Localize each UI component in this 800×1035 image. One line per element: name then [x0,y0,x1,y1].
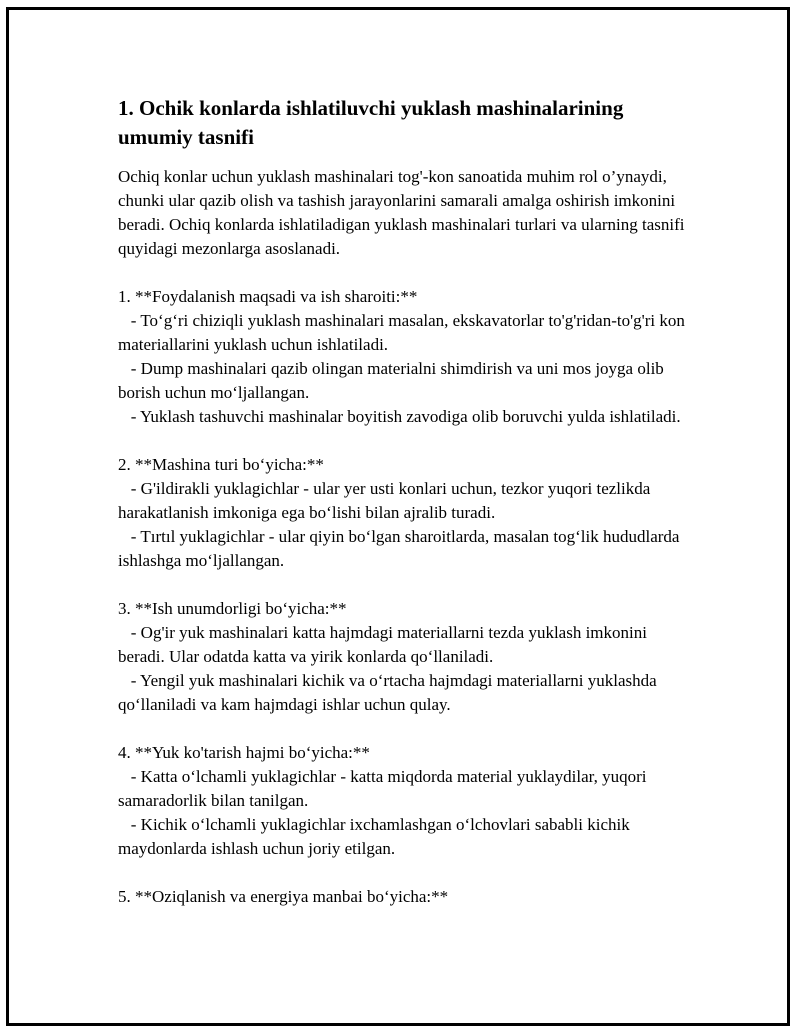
section-3 [118,597,688,717]
list-item-text: To‘g‘ri chiziqli yuklash mashinalari masalan, ekskavatorlar to'g'ridan-to'g'ri kon materiallarini yuklash uchun ishlatiladi. [118,311,685,354]
list-item-text: Og'ir yuk mashinalari katta hajmdagi materiallarni tezda yuklash imkonini beradi. Ular odatda katta va yirik konlarda qo‘llaniladi. [118,623,647,666]
list-item: - Dump mashinalari qazib olingan materialni shimdirish va uni mos joyga olib borish uchun mo‘ljallangan. [118,359,664,402]
section-1 [118,285,688,429]
section-heading: 5. **Oziqlanish va energiya manbai bo‘yicha:** [118,887,449,906]
section-4 [118,741,688,861]
list-item: - To‘g‘ri chiziqli yuklash mashinalari masalan, ekskavatorlar to'g'ridan-to'g'ri kon materiallarini yuklash uchun ishlatiladi. [118,311,685,354]
list-item-text: Yuklash tashuvchi mashinalar boyitish zavodiga olib boruvchi yulda ishlatiladi. [140,407,681,426]
section-2 [118,453,688,573]
list-item-text: G'ildirakli yuklagichlar - ular yer usti konlari uchun, tezkor yuqori tezlikda harakatlanish imkoniga ega bo‘lishi bilan ajralib turadi. [118,479,651,522]
list-item-text: Tırtıl yuklagichlar - ular qiyin bo‘lgan sharoitlarda, masalan tog‘lik hududlarda ishlashga mo‘ljallangan. [118,527,680,570]
list-item: - Yengil yuk mashinalari kichik va o‘rtacha hajmdagi materiallarni yuklashda qo‘llaniladi va kam hajmdagi ishlar uchun qulay. [118,671,657,714]
list-item: - G'ildirakli yuklagichlar - ular yer usti konlari uchun, tezkor yuqori tezlikda harakatlanish imkoniga ega bo‘lishi bilan ajralib turadi. [118,479,651,522]
intro-paragraph: Ochiq konlar uchun yuklash mashinalari tog'-kon sanoatida muhim rol o’ynaydi, chunki ular qazib olish va tashish jarayonlarini samarali amalga oshirish imkonini beradi. Ochiq konlarda ishlatiladigan yuklash mashinalari turlari va ularning tasnifi quyidagi mezonlarga asoslanadi. [118,167,685,258]
section-heading: 2. **Mashina turi bo‘yicha:** [118,455,324,474]
list-item-text: Dump mashinalari qazib olingan materialni shimdirish va uni mos joyga olib borish uchun mo‘ljallangan. [118,359,664,402]
section-heading: 1. **Foydalanish maqsadi va ish sharoiti:** [118,287,418,306]
list-item-text: Katta o‘lchamli yuklagichlar - katta miqdorda material yuklaydilar, yuqori samaradorlik bilan tanilgan. [118,767,647,810]
document-title: 1. Ochik konlarda ishlatiluvchi yuklash mashinalarining umumiy tasnifi [118,96,624,149]
document-body [118,94,688,909]
list-item: - Tırtıl yuklagichlar - ular qiyin bo‘lgan sharoitlarda, masalan tog‘lik hududlarda ishlashga mo‘ljallangan. [118,527,680,570]
section-heading: 4. **Yuk ko'tarish hajmi bo‘yicha:** [118,743,370,762]
list-item: - Kichik o‘lchamli yuklagichlar ixchamlashgan o‘lchovlari sababli kichik maydonlarda ishlash uchun joriy etilgan. [118,815,630,858]
section-5 [118,885,688,909]
list-item: - Og'ir yuk mashinalari katta hajmdagi materiallarni tezda yuklash imkonini beradi. Ular odatda katta va yirik konlarda qo‘llaniladi. [118,623,647,666]
list-item-text: Kichik o‘lchamli yuklagichlar ixchamlashgan o‘lchovlari sababli kichik maydonlarda ishlash uchun joriy etilgan. [118,815,630,858]
section-heading: 3. **Ish unumdorligi bo‘yicha:** [118,599,347,618]
list-item: - Katta o‘lchamli yuklagichlar - katta miqdorda material yuklaydilar, yuqori samaradorlik bilan tanilgan. [118,767,647,810]
list-item: - Yuklash tashuvchi mashinalar boyitish zavodiga olib boruvchi yulda ishlatiladi. [118,407,681,426]
list-item-text: Yengil yuk mashinalari kichik va o‘rtacha hajmdagi materiallarni yuklashda qo‘llaniladi va kam hajmdagi ishlar uchun qulay. [118,671,657,714]
